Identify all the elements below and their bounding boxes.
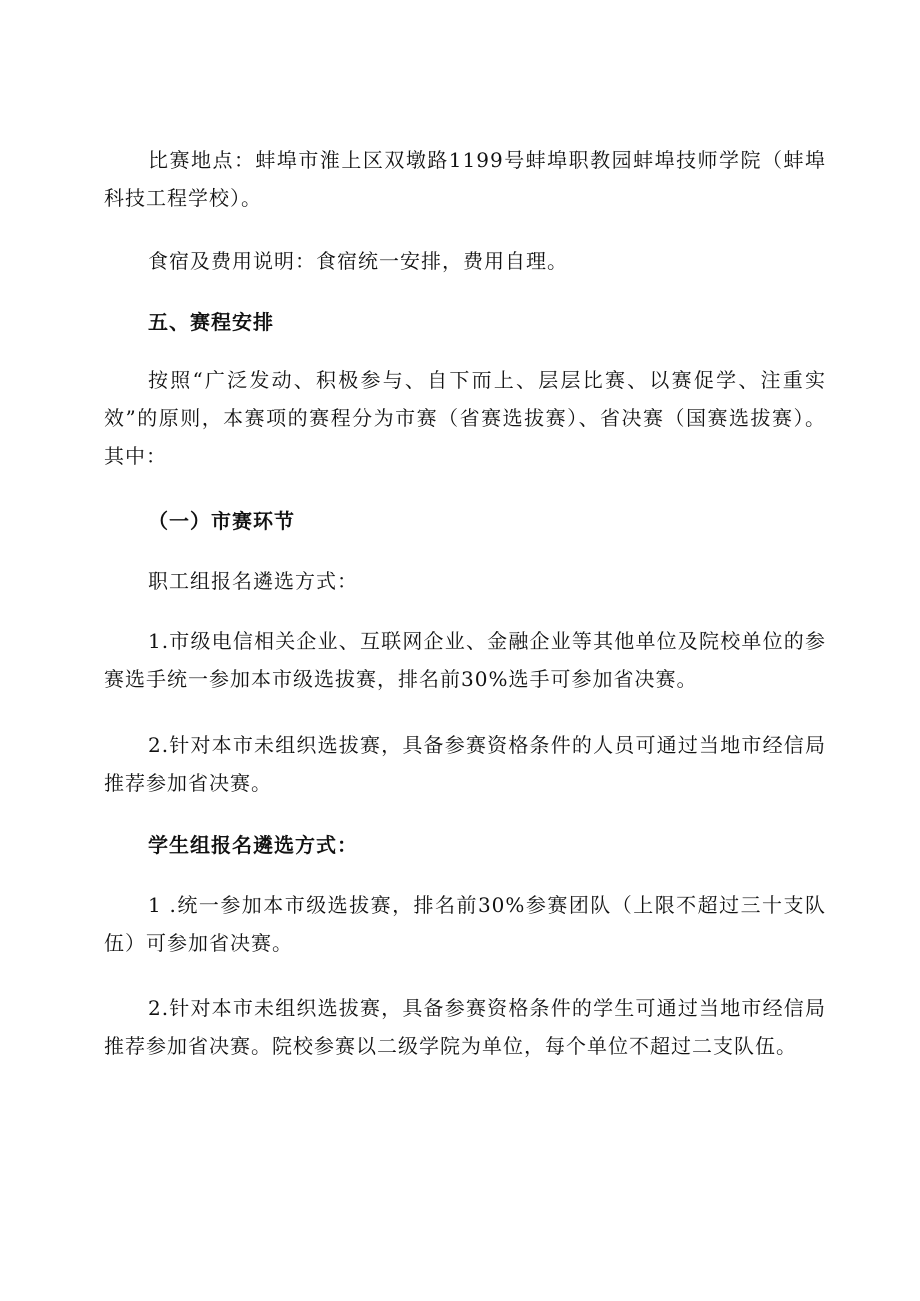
staff-group-heading: 职工组报名遴选方式： [148,569,358,593]
subsection-heading-city-round: （一）市赛环节 [148,509,295,533]
accommodation-paragraph: 食宿及费用说明：食宿统一安排，费用自理。 [148,249,568,273]
student-group-item-2: 2.针对本市未组织选拔赛，具备参赛资格条件的学生可通过当地市经信局推荐参加省决赛。院校参赛以二级学院为单位，每个单位不超过二支队伍。 [104,996,826,1058]
section-heading-schedule: 五、赛程安排 [148,310,274,334]
competition-venue-paragraph: 比赛地点：蚌埠市淮上区双墩路1199号蚌埠职教园蚌埠技师学院（蚌埠科技工程学校）。 [104,148,826,210]
student-group-item-1: 1 .统一参加本市级选拔赛，排名前30%参赛团队（上限不超过三十支队伍）可参加省决赛。 [104,893,826,955]
schedule-principle-paragraph: 按照“广泛发动、积极参与、自下而上、层层比赛、以赛促学、注重实效”的原则，本赛项的赛程分为市赛（省赛选拔赛）、省决赛（国赛选拔赛）。其中： [104,368,826,468]
staff-group-item-2: 2.针对本市未组织选拔赛，具备参赛资格条件的人员可通过当地市经信局推荐参加省决赛。 [104,733,826,795]
student-group-heading: 学生组报名遴选方式： [148,833,358,857]
staff-group-item-1: 1.市级电信相关企业、互联网企业、金融企业等其他单位及院校单位的参赛选手统一参加本市级选拔赛，排名前30%选手可参加省决赛。 [104,629,826,691]
